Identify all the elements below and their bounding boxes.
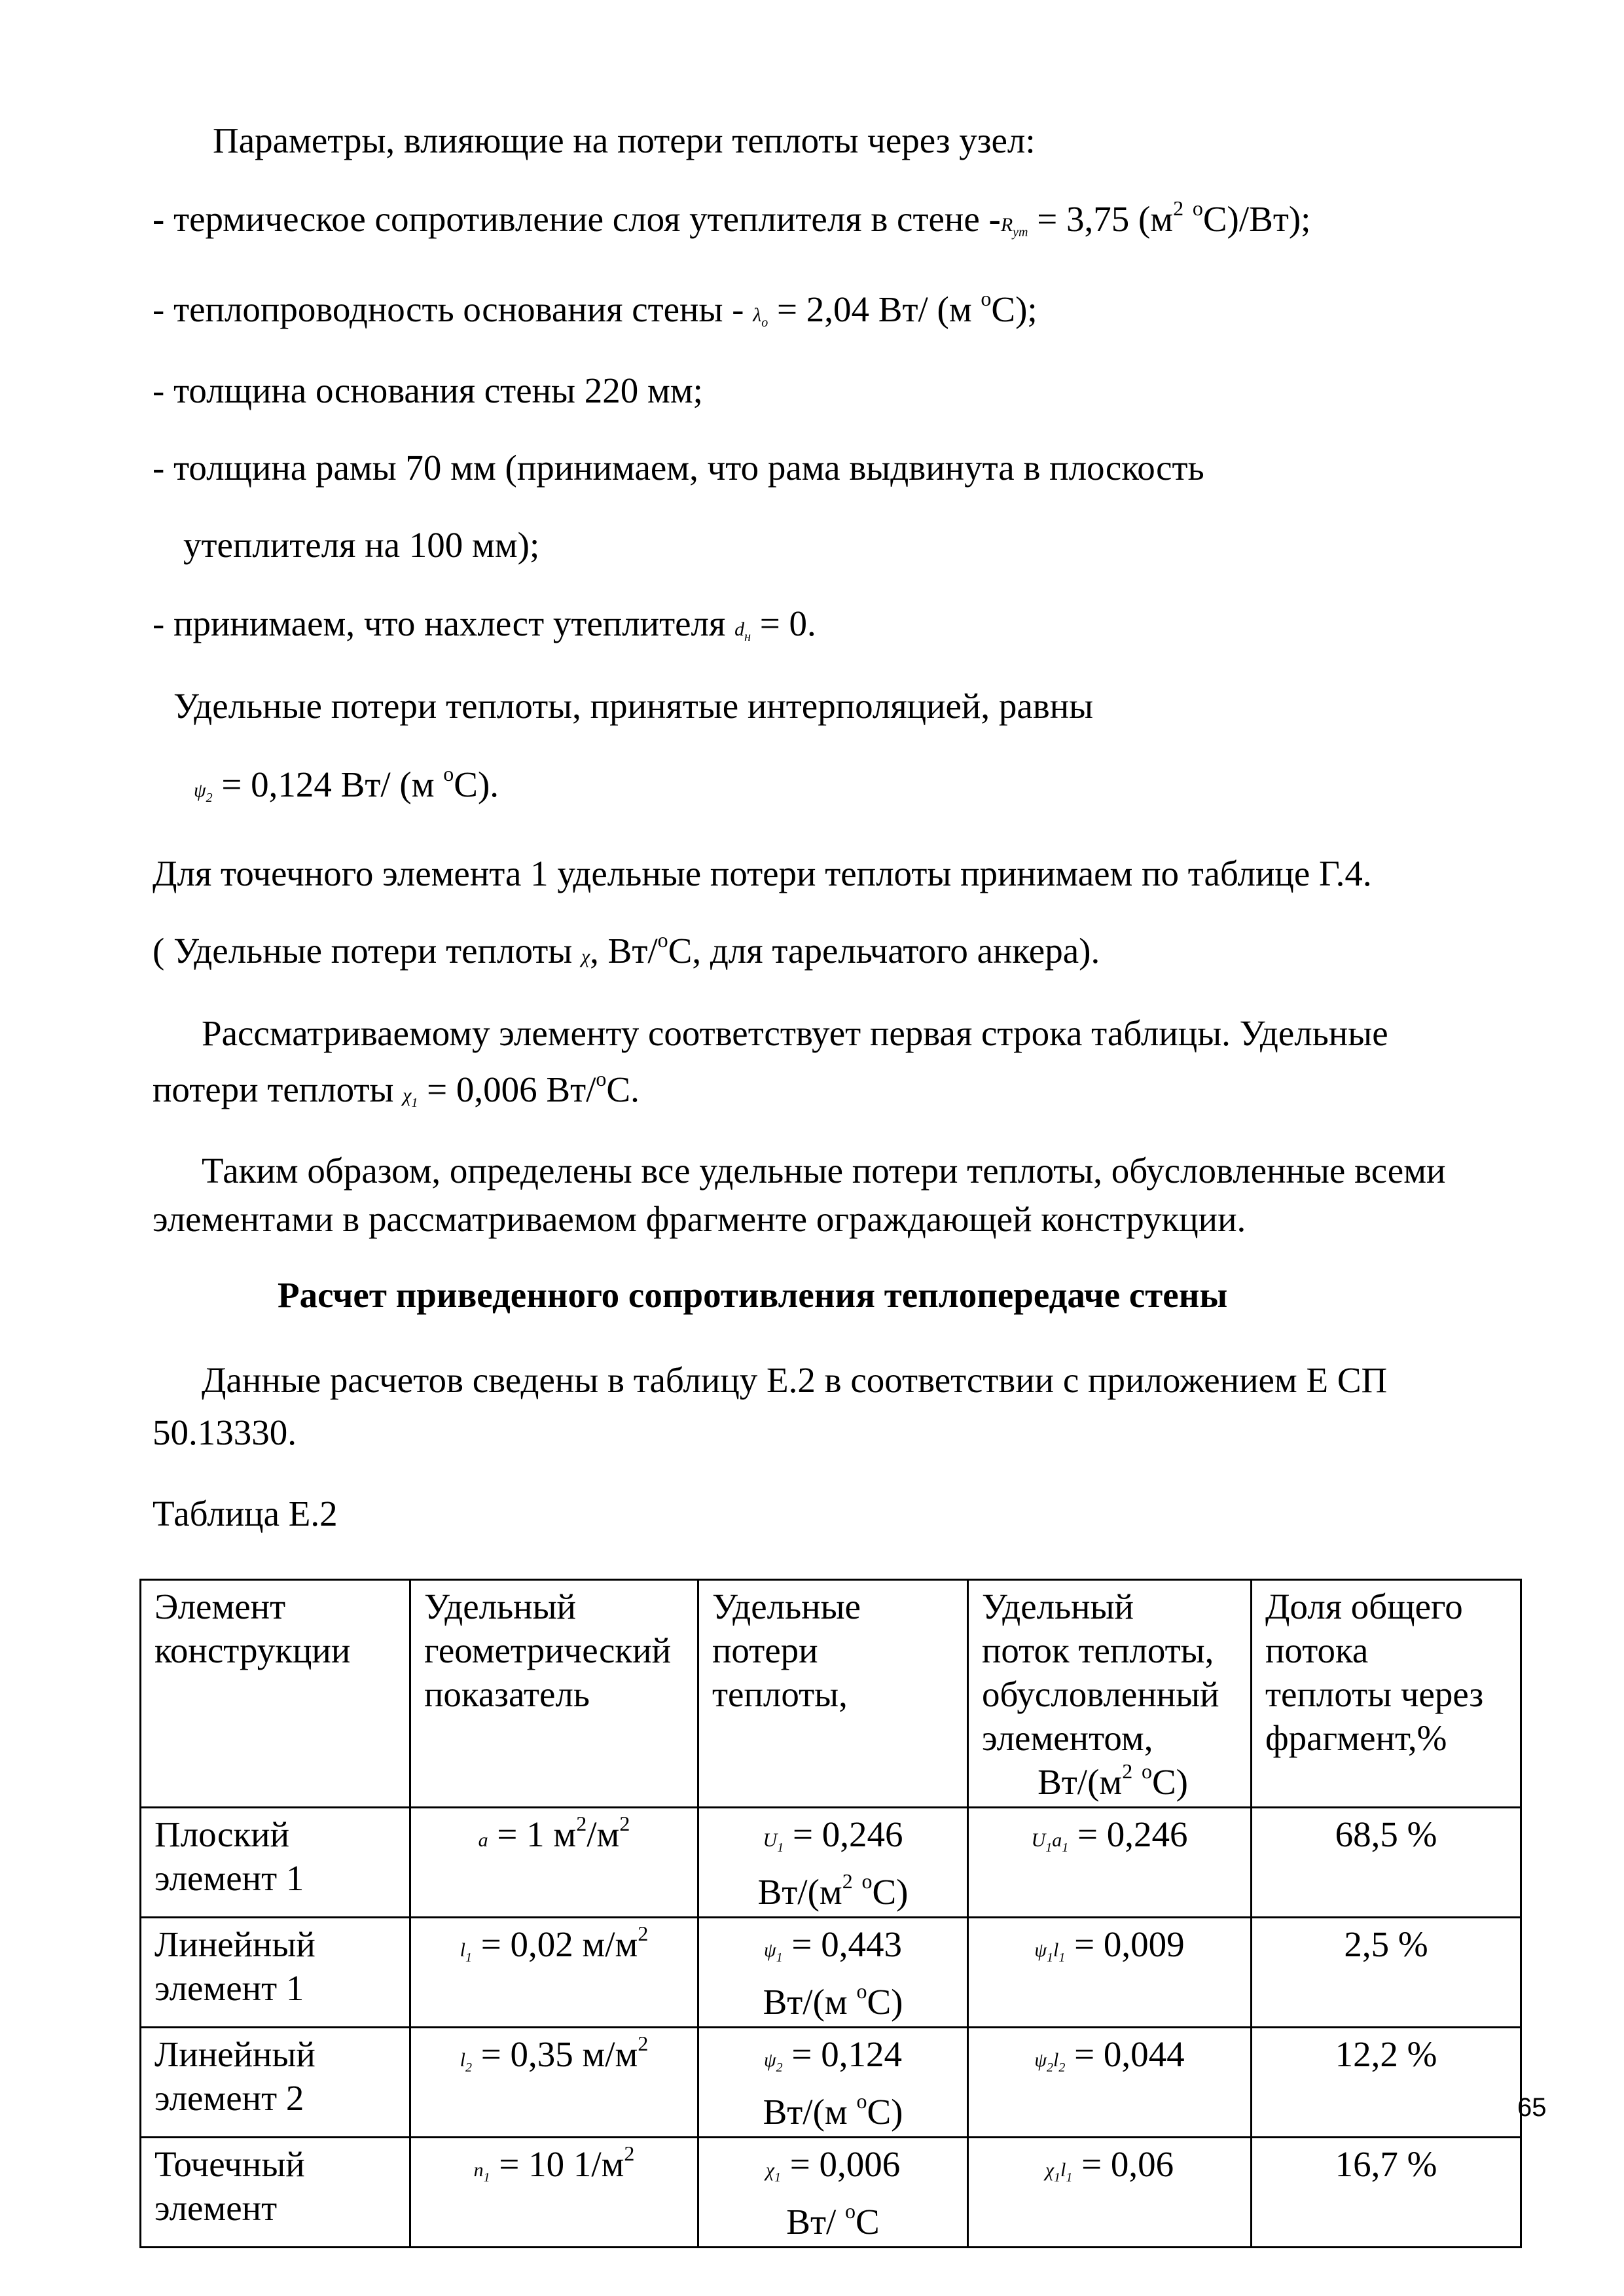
cell-geometric: $l_1 = 0,02$ $м/м^2$ [410, 1918, 698, 2028]
cell-share: 68,5 % [1252, 1808, 1521, 1918]
section-heading: Расчет приведенного сопротивления теплопередаче стены [278, 1275, 1228, 1315]
considered-element-line2: потери теплоты $\chi_1 = 0,006$ Вт/$^о$С. [153, 1067, 640, 1110]
cell-element: Плоский элемент 1 [141, 1808, 410, 1918]
table-row [141, 1808, 1521, 1918]
table-row [141, 2028, 1521, 2138]
symbol-psi: ψ [194, 780, 206, 801]
conclusion-line2: элементами в рассматриваемом фрагменте ограждающей конструкции. [153, 1199, 1246, 1239]
cell-geometric: $n_1 = 10$ $1/м^2$ [410, 2138, 698, 2248]
cell-geometric: a = 1 $м^2/м^2$ [410, 1808, 698, 1918]
data-para-line1: Данные расчетов сведены в таблицу Е.2 в соответствии с приложением Е СП [202, 1360, 1388, 1400]
cell-share: 16,7 % [1252, 2138, 1521, 2248]
symbol-d: d [734, 619, 745, 640]
cell-geometric: $l_2 = 0,35$ $м/м^2$ [410, 2028, 698, 2138]
table-row [141, 1918, 1521, 2028]
psi2-value: $\psi_2 = 0,124$ Вт/ (м $^о$С). [194, 762, 499, 805]
considered-element-line1: Рассматриваемому элементу соответствует первая строка таблицы. Удельные [202, 1013, 1388, 1053]
header-flow: Удельный поток теплоты, обусловленный элементом, $Вт/(м^2$ $^о$С) [968, 1580, 1252, 1808]
table-row [141, 2138, 1521, 2248]
conclusion-line1: Таким образом, определены все удельные потери теплоты, обусловленные всеми [202, 1151, 1446, 1191]
bullet-frame-thickness-cont: утеплителя на 100 мм); [183, 525, 540, 565]
symbol-lambda: λ [753, 304, 762, 326]
header-element: Элемент конструкции [141, 1580, 410, 1808]
bullet-conductivity: - теплопроводность основания стены - $\lambda_о = 2,04$ Вт/ (м $^о$С); [153, 287, 1038, 330]
cell-element: Линейный элемент 1 [141, 1918, 410, 2028]
cell-element: Точечный элемент [141, 2138, 410, 2248]
results-table [139, 1579, 1522, 2248]
cell-flow: $\chi_1l_1 = 0,06$ [968, 2138, 1252, 2248]
cell-flow: $\psi_1l_1 = 0,009$ [968, 1918, 1252, 2028]
symbol-r: R [1000, 214, 1013, 236]
specific-losses-line: Удельные потери теплоты, принятые интерполяцией, равны [173, 686, 1094, 726]
point-element-line1: Для точечного элемента 1 удельные потери теплоты принимаем по таблице Г.4. [153, 853, 1372, 893]
bullet-thermal-resistance: - термическое сопротивление слоя утеплителя в стене $-R_{ут} = 3,75$ ($м^2$ $^о$С)/Вт); [153, 196, 1311, 240]
symbol-chi-1: χ [403, 1085, 412, 1106]
data-para-line2: 50.13330. [153, 1412, 297, 1452]
bullet-wall-thickness: - толщина основания стены 220 мм; [153, 370, 703, 410]
intro-line: Параметры, влияющие на потери теплоты через узел: [213, 120, 1036, 160]
cell-losses: $U_1 = 0,246$ $Вт/(м^2$ $^о$С) [698, 1808, 968, 1918]
header-geometric: Удельный геометрический показатель [410, 1580, 698, 1808]
cell-share: 12,2 % [1252, 2028, 1521, 2138]
symbol-chi: χ [581, 946, 590, 967]
bullet-frame-thickness: - толщина рамы 70 мм (принимаем, что рама выдвинута в плоскость [153, 448, 1204, 488]
cell-flow: $\psi_2l_2 = 0,044$ [968, 2028, 1252, 2138]
cell-share: 2,5 % [1252, 1918, 1521, 2028]
cell-element: Линейный элемент 2 [141, 2028, 410, 2138]
header-losses: Удельные потери теплоты, [698, 1580, 968, 1808]
cell-losses: $\psi_2 = 0,124$ Вт/(м $^о$С) [698, 2028, 968, 2138]
table-header-row [141, 1580, 1521, 1808]
cell-flow: $U_1a_1 = 0,246$ [968, 1808, 1252, 1918]
header-share: Доля общего потока теплоты через фрагмент,% [1252, 1580, 1521, 1808]
cell-losses: $\psi_1 = 0,443$ Вт/(м $^о$С) [698, 1918, 968, 2028]
table-caption: Таблица Е.2 [153, 1494, 338, 1534]
page-number: 65 [1517, 2093, 1547, 2122]
point-element-line2: ( Удельные потери теплоты χ, Вт/$^о$С, для тарельчатого анкера). [153, 928, 1100, 971]
bullet-overlap: - принимаем, что нахлест утеплителя $d_н = 0$. [153, 603, 816, 644]
cell-losses: $\chi_1 = 0,006$ Вт/ $^о$С [698, 2138, 968, 2248]
